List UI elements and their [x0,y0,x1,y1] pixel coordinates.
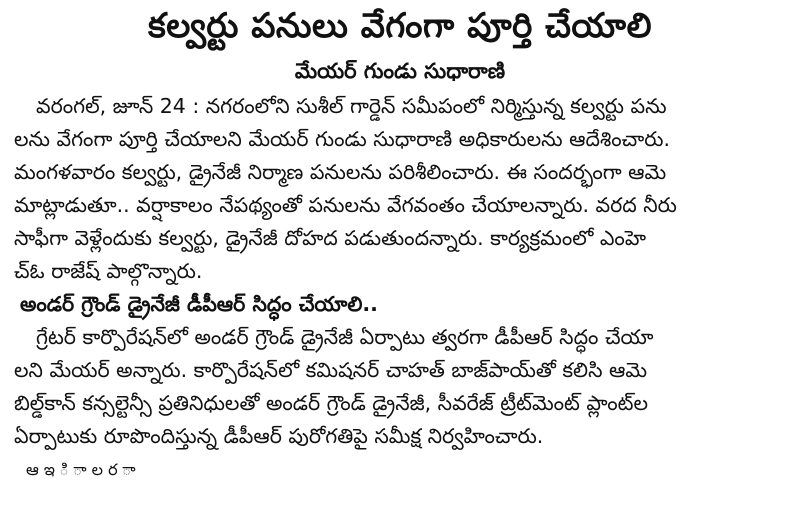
paragraph-line: బిల్డ్‌కాన్ కన్సల్టెన్సీ ప్రతినిధులతో అండర్ గ్రౌండ్ డ్రైనేజీ, సీవరేజ్ ట్రీట్‌మెంట్ ప్లాంట్‌ల [14,391,649,415]
article-subheadline: మేయర్ గుండు సుధారాణి [294,59,506,83]
paragraph-line: గ్రేటర్ కార్పొరేషన్‌లో అండర్ గ్రౌండ్ డ్రైనేజీ ఏర్పాటు త్వరగా డీపీఆర్ సిద్ధం చేయా [36,325,654,349]
paragraph-line: ఏర్పాటుకు రూపొందిస్తున్న డీపీఆర్ పురోగతిపై సమీక్ష నిర్వహించారు. [14,424,544,448]
paragraph-line: మంగళవారం కల్వర్టు, డ్రైనేజీ నిర్మాణ పనులను పరిశీలించారు. ఈ సందర్భంగా ఆమె [14,160,667,184]
paragraph-2 [14,321,792,453]
paragraph-1 [14,90,792,288]
article-body [0,90,800,453]
article-headline: కల్వర్టు పనులు వేగంగా పూర్తి చేయాలి [148,6,652,46]
paragraph-line: మాట్లాడుతూ.. వర్షాకాలం నేపథ్యంతో పనులను వేగవంతం చేయాలన్నారు. వరద నీరు [14,193,677,217]
paragraph-line: సాఫీగా వెళ్లేందుకు కల్వర్టు, డ్రైనేజీ దోహద పడుతుందన్నారు. కార్యక్రమంలో ఎంహె [14,226,646,250]
paragraph-line: లని మేయర్ అన్నారు. కార్పొరేషన్‌లో కమిషనర్ చాహత్ బాజ్‌పాయ్‌తో కలిసి ఆమె [14,358,648,382]
paragraph-line: వరంగల్, జూన్ 24 : నగరంలోని సుశీల్ గార్డెన్ సమీపంలో నిర్మిస్తున్న కల్వర్టు పను [36,94,667,118]
cut-off-line: ఆ ఇ ి ా ల ర ా [26,460,136,479]
section-heading: అండర్ గ్రౌండ్ డ్రైనేజీ డీపీఆర్ సిద్ధం చేయాలి.. [20,292,378,316]
paragraph-line: చ్ఓ రాజేష్ పాల్గొన్నారు. [14,259,203,283]
paragraph-line: లను వేగంగా పూర్తి చేయాలని మేయర్ గుండు సుధారాణి అధికారులను ఆదేశించారు. [14,127,671,151]
